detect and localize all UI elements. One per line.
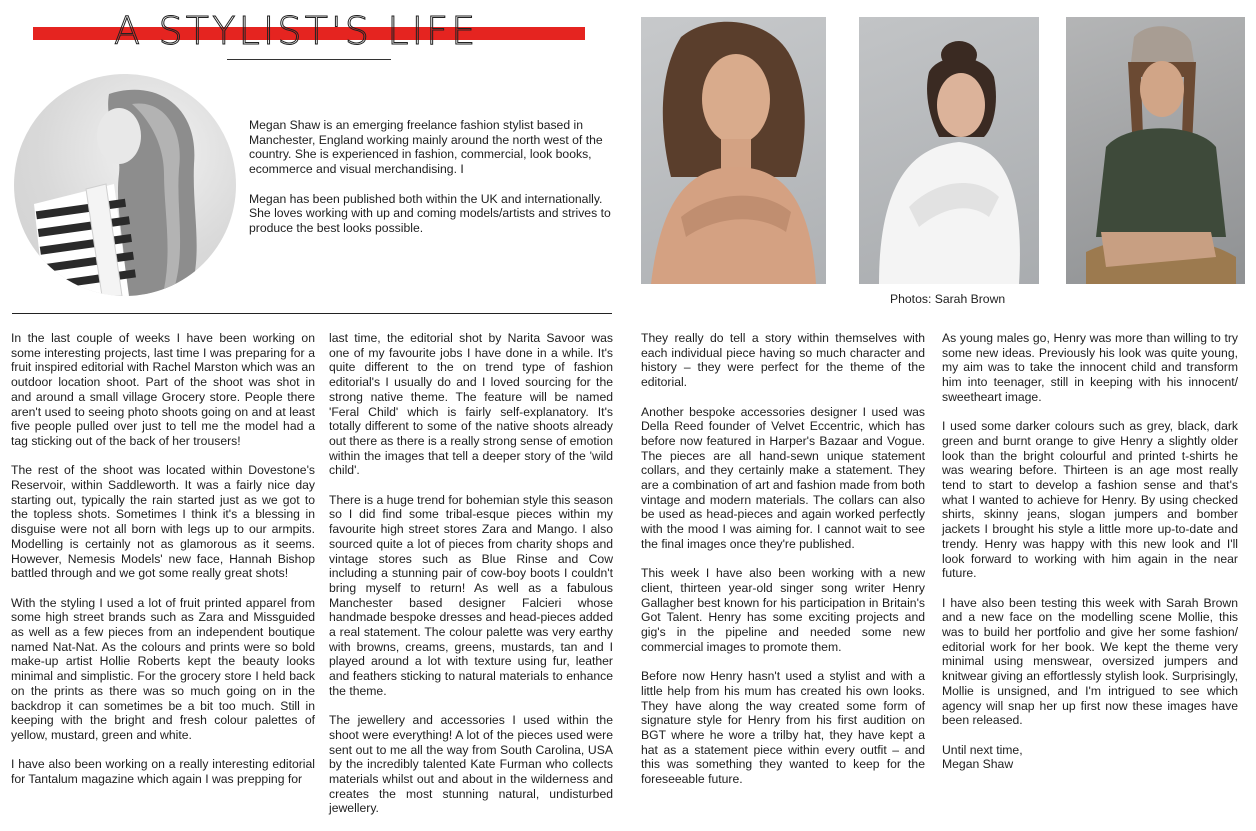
article-paragraph: I have also been working on a really interesting editorial for Tantalum magazine which again I was prepping for [11, 757, 315, 787]
article-paragraph: They really do tell a story within themselves with each individual piece having so much character and history – they were perfect for the theme of the editorial. [641, 331, 925, 390]
intro-paragraph: Megan has been published both within the UK and internationally. She loves working with up and coming models/artists and strives to produce the best looks possible. [249, 191, 611, 235]
signoff-line: Until next time, [942, 742, 1023, 757]
article-paragraph: In the last couple of weeks I have been working on some interesting projects, last time I was preparing for a fruit inspired editorial with Rachel Marston which was an outdoor location shoot. Part of the shoot was shot in and around a small village Grocery store. People there aren't used to seeing photo shoots going on and at least five people pulled over just to tell me the model had a tag sticking out of the back of her trousers! [11, 331, 315, 448]
section-divider [12, 313, 612, 314]
model-photo-1-illustration [641, 17, 826, 284]
article-paragraph: The jewellery and accessories I used within the shoot were everything! A lot of the pieces used were sent out to me all the way from South Carolina, USA by the incredibly talented Kate Furman who collects materials whilst out and about in the wilderness and creates the most stunning natural, undisturbed jewellery. [329, 713, 613, 816]
article-paragraph: This week I have also been working with a new client, thirteen year-old singer song writer Henry Gallagher best known for his participation in Britain's Got Talent. Henry has some exciting projects and gig's in the pipeline and needed some new commercial images to promote them. [641, 566, 925, 654]
article-paragraph: The rest of the shoot was located within Dovestone's Reservoir, within Saddleworth. It was a fairly nice day starting out, typically the rain started just as we got to the topless shots. Sometimes I think it's a blessing in disguise were not all born with legs up to our armpits. Modelling is certainly not as glamorous as it seems. However, Nemesis Models' new face, Hannah Bishop battled through and we got some really great shots! [11, 463, 315, 581]
article-column-3 [641, 331, 925, 801]
article-paragraph: There is a huge trend for bohemian style this season so I did find some tribal-esque pieces within my favourite high street stores Zara and Mango. I also sourced quite a lot of pieces from charity shops and vintage stores such as Blue Rinse and Cow including a stunning pair of cow-boy boots I couldn't bring myself to return! As well as a fabulous Manchester based designer Falcieri whose handmade bespoke dresses and head-pieces added a real statement. The colour palette was very earthy with browns, creams, greens, mustards, tan and I played around a lot with texture using fur, leather and feathers sticking to natural materials to enhance the theme. [329, 492, 613, 698]
intro-text [249, 118, 611, 250]
portrait-illustration [14, 74, 236, 296]
title-underline [227, 59, 391, 60]
signoff [942, 743, 1238, 772]
article-paragraph: I have also been testing this week with Sarah Brown and a new face on the modelling scene Mollie, this was to build her portfolio and give her some fashion/ editorial work for her book. We kept the theme very minimal using menswear, oversized jumpers and knitwear giving an effortlessly stylish look. Surprisingly, Mollie is unsigned, and I'm intrigued to see which agency will snap her up first now these images have been released. [942, 595, 1238, 728]
article-paragraph: As young males go, Henry was more than willing to try some new ideas. Previously his look was quite young, my aim was to take the innocent child and transform him into teenager, still in keeping with his innocent/ sweetheart image. [942, 331, 1238, 404]
article-paragraph: With the styling I used a lot of fruit printed apparel from some high street brands such as Zara and Missguided as well as a few pieces from an independent boutique named Nat-Nat. As the colours and prints were so bold make-up artist Hollie Roberts kept the beauty looks minimal and simplistic. For the grocery store I held back on the prints as there was so much going on in the backdrop it can sometimes be a bit too much. Still in keeping with the bright and fresh colour palettes of yellow, mustard, green and white. [11, 595, 315, 742]
article-paragraph: I used some darker colours such as grey, black, dark green and burnt orange to give Henry a slightly older look than the bright colourful and printed t-shirts he was wearing before. Thirteen is an age most really tend to start to develop a fashion sense and that's what I wanted to achieve for Henry. By using checked shirts, skinny jeans, slogan jumpers and bomber jackets I brought his style a little more up-to-date and trendy. Henry was happy with this new look and I'll look forward to working with him again in the near future. [942, 419, 1238, 581]
intro-paragraph: Megan Shaw is an emerging freelance fashion stylist based in Manchester, England working mainly around the north west of the country. She is experienced in fashion, commercial, look books, ecommerce and visual merchandising. I [249, 118, 603, 177]
article-paragraph: Before now Henry hasn't used a stylist and with a little help from his mum has created his own looks. They have along the way created some form of signature style for Henry from his first audition on BGT where he wore a trilby hat, they have kept a hat as a statement piece within every outfit – and this was something they wanted to keep for the foreseeable future. [641, 669, 925, 787]
portrait-photo [14, 74, 236, 296]
model-photo-2-illustration [859, 17, 1039, 284]
model-photo-3-illustration [1066, 17, 1245, 284]
page-title: A STYLIST'S LIFE [114, 9, 479, 53]
model-photo-3 [1066, 17, 1245, 284]
model-photo-1 [641, 17, 826, 284]
signoff-name: Megan Shaw [942, 757, 1014, 772]
model-photo-2 [859, 17, 1039, 284]
article-column-4 [942, 331, 1238, 787]
article-paragraph: Another bespoke accessories designer I used was Della Reed founder of Velvet Eccentric, which has before now featured in Harper's Bazaar and Vogue. The pieces are all hand-sewn unique statement collars, and they certainly make a statement. They are a combination of art and fashion made from both vintage and modern materials. The collars can also be used as head-pieces and again worked perfectly with the mood I was aiming for. I cannot wait to see the final images once they're published. [641, 404, 925, 551]
article-paragraph: last time, the editorial shot by Narita Savoor was one of my favourite jobs I have done in a while. It's quite different to the on trend type of fashion editorial's I usually do and I loved sourcing for the strong native theme. The feature will be named 'Feral Child' which is fairly self-explanatory. It's totally different to some of the native shoots already out there as there is a really strong sense of emotion within the images that tell a deeper story of the 'wild child'. [329, 331, 613, 478]
photo-caption: Photos: Sarah Brown [890, 292, 1006, 306]
article-column-2 [329, 331, 613, 831]
article-column-1 [11, 331, 315, 801]
